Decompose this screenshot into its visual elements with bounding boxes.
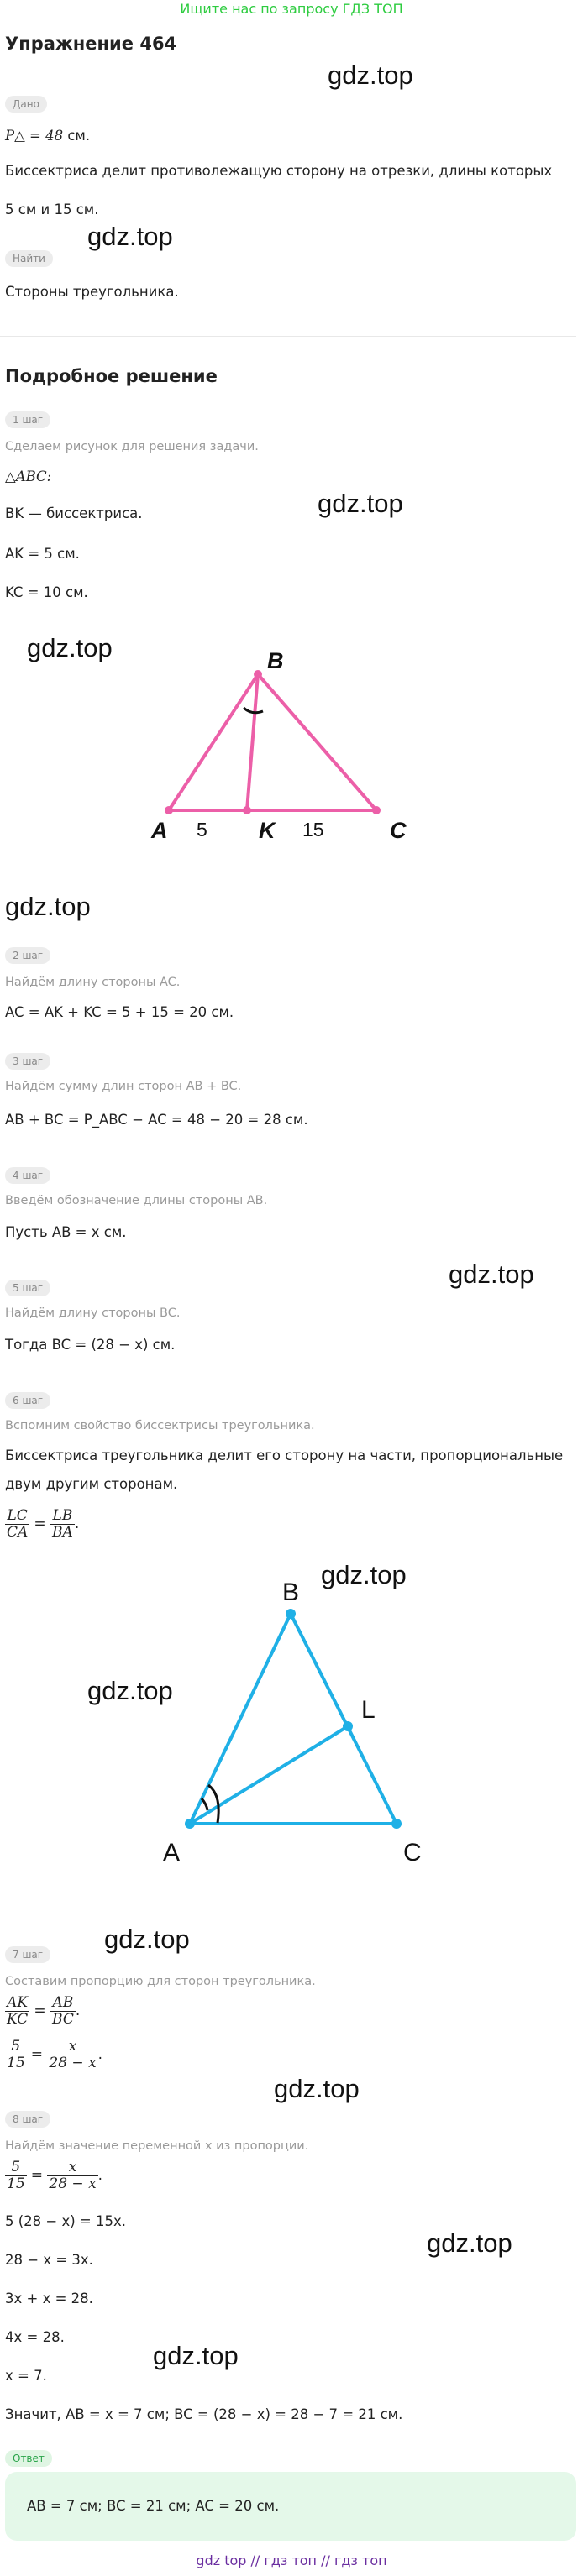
answer-text: AB = 7 см; BC = 21 см; AC = 20 см. <box>27 2498 280 2514</box>
label-l: L <box>361 1696 376 1724</box>
step-line: Тогда BC = (28 − x) см. <box>5 1337 176 1353</box>
step-line: Биссектриса треугольника делит его сторону на части, пропорциональные <box>5 1448 564 1463</box>
proportion-values: $\frac{5}{15}$ = $\frac{x}{28 - x}$ . <box>7 2159 103 2192</box>
step-badge: 5 шаг <box>5 1280 50 1296</box>
step-caption: Сделаем рисунок для решения задачи. <box>5 440 259 453</box>
watermark: gdz.top <box>328 60 413 90</box>
watermark: gdz.top <box>87 1676 173 1705</box>
step-badge: 6 шаг <box>5 1392 50 1409</box>
conclusion-line: Значит, AB = x = 7 см; BC = (28 − x) = 28 − 7 = 21 см. <box>5 2406 403 2422</box>
point-a <box>185 1819 195 1829</box>
step-caption: Найдём значение переменной x из пропорции. <box>5 2139 309 2153</box>
solution-title: Подробное решение <box>5 366 218 386</box>
step-line: AB + BC = P_ABC − AC = 48 − 20 = 28 см. <box>5 1112 308 1128</box>
step-caption: Составим пропорцию для сторон треугольника. <box>5 1975 316 1988</box>
step-line: 4x = 28. <box>5 2329 65 2345</box>
given-text: 5 см и 15 см. <box>5 202 99 217</box>
watermark: gdz.top <box>318 489 403 518</box>
label-c: C <box>403 1839 422 1867</box>
step-badge: 2 шаг <box>5 947 50 964</box>
watermark: gdz.top <box>449 1259 534 1289</box>
proportion-values: $\frac{5}{15}$ = $\frac{x}{28 - x}$ . <box>7 2038 103 2071</box>
step-badge: 1 шаг <box>5 411 50 428</box>
answer-box <box>5 2472 576 2541</box>
step-line: x = 7. <box>5 2368 47 2384</box>
step-badge: 4 шаг <box>5 1167 50 1184</box>
step-caption: Введём обозначение длины стороны AB. <box>5 1194 268 1207</box>
step-caption: Найдём длину стороны AC. <box>5 976 181 989</box>
step-line: Пусть AB = x см. <box>5 1224 127 1240</box>
point-l <box>343 1721 353 1731</box>
step-line: KC = 10 см. <box>5 584 88 600</box>
point-k <box>243 806 251 814</box>
point-b <box>254 670 262 678</box>
step-line: 5 (28 − x) = 15x. <box>5 2213 127 2229</box>
answer-badge: Ответ <box>5 2450 52 2467</box>
label-a: A <box>151 818 168 843</box>
point-b <box>286 1609 296 1619</box>
step-badge: 8 шаг <box>5 2111 50 2128</box>
step-line: 3x + x = 28. <box>5 2291 93 2306</box>
find-text: Стороны треугольника. <box>5 284 179 300</box>
step-line: AC = AK + KC = 5 + 15 = 20 см. <box>5 1004 234 1020</box>
step-line: △ABC: <box>5 469 52 484</box>
angle-arc <box>202 1798 207 1810</box>
search-banner[interactable]: Ищите нас по запросу ГДЗ ТОП <box>180 1 403 17</box>
watermark: gdz.top <box>274 2074 360 2103</box>
segment-kc-length: 15 <box>302 819 324 840</box>
find-badge: Найти <box>5 250 53 267</box>
label-b: B <box>267 648 284 673</box>
watermark: gdz.top <box>27 633 113 662</box>
watermark: gdz.top <box>321 1560 407 1589</box>
watermark: gdz.top <box>87 222 173 251</box>
step-badge: 7 шаг <box>5 1946 50 1963</box>
watermark: gdz.top <box>427 2228 512 2258</box>
angle-arc <box>244 708 263 713</box>
angle-arc <box>208 1785 218 1823</box>
point-a <box>165 806 173 814</box>
step-line: BK — биссектриса. <box>5 505 143 521</box>
label-c: C <box>390 818 407 843</box>
label-a: A <box>163 1839 181 1867</box>
given-badge: Дано <box>5 96 47 113</box>
step-badge: 3 шаг <box>5 1053 50 1070</box>
proportion-bisector: $\frac{LC}{CA}$ = $\frac{LB}{BA}$ . <box>7 1507 80 1541</box>
step-line: 28 − x = 3x. <box>5 2252 93 2268</box>
proportion-sides: $\frac{AK}{KC}$ = $\frac{AB}{BC}$ . <box>7 1994 81 2028</box>
divider <box>0 336 576 337</box>
watermark: gdz.top <box>104 1924 190 1954</box>
segment-ak-length: 5 <box>197 819 207 840</box>
watermark: gdz.top <box>153 2341 239 2370</box>
page-title: Упражнение 464 <box>5 34 177 54</box>
step-caption: Вспомним свойство биссектрисы треугольника. <box>5 1419 315 1432</box>
given-text: Биссектриса делит противолежащую сторону на отрезки, длины которых <box>5 163 553 179</box>
watermark: gdz.top <box>5 892 91 921</box>
given-perimeter: P△ = 48 см. <box>5 128 91 144</box>
step-caption: Найдём длину стороны BC. <box>5 1306 181 1320</box>
label-b: B <box>282 1579 300 1606</box>
triangle-figure-abl <box>160 1570 445 1872</box>
point-c <box>391 1819 402 1829</box>
triangle-figure-abk <box>126 638 420 848</box>
step-line: AK = 5 см. <box>5 546 80 562</box>
footer-links[interactable]: gdz top // гдз топ // гдз топ <box>196 2552 387 2568</box>
step-caption: Найдём сумму длин сторон AB + BC. <box>5 1080 242 1093</box>
point-c <box>372 806 381 814</box>
label-k: K <box>259 818 276 843</box>
step-line: двум другим сторонам. <box>5 1476 178 1492</box>
